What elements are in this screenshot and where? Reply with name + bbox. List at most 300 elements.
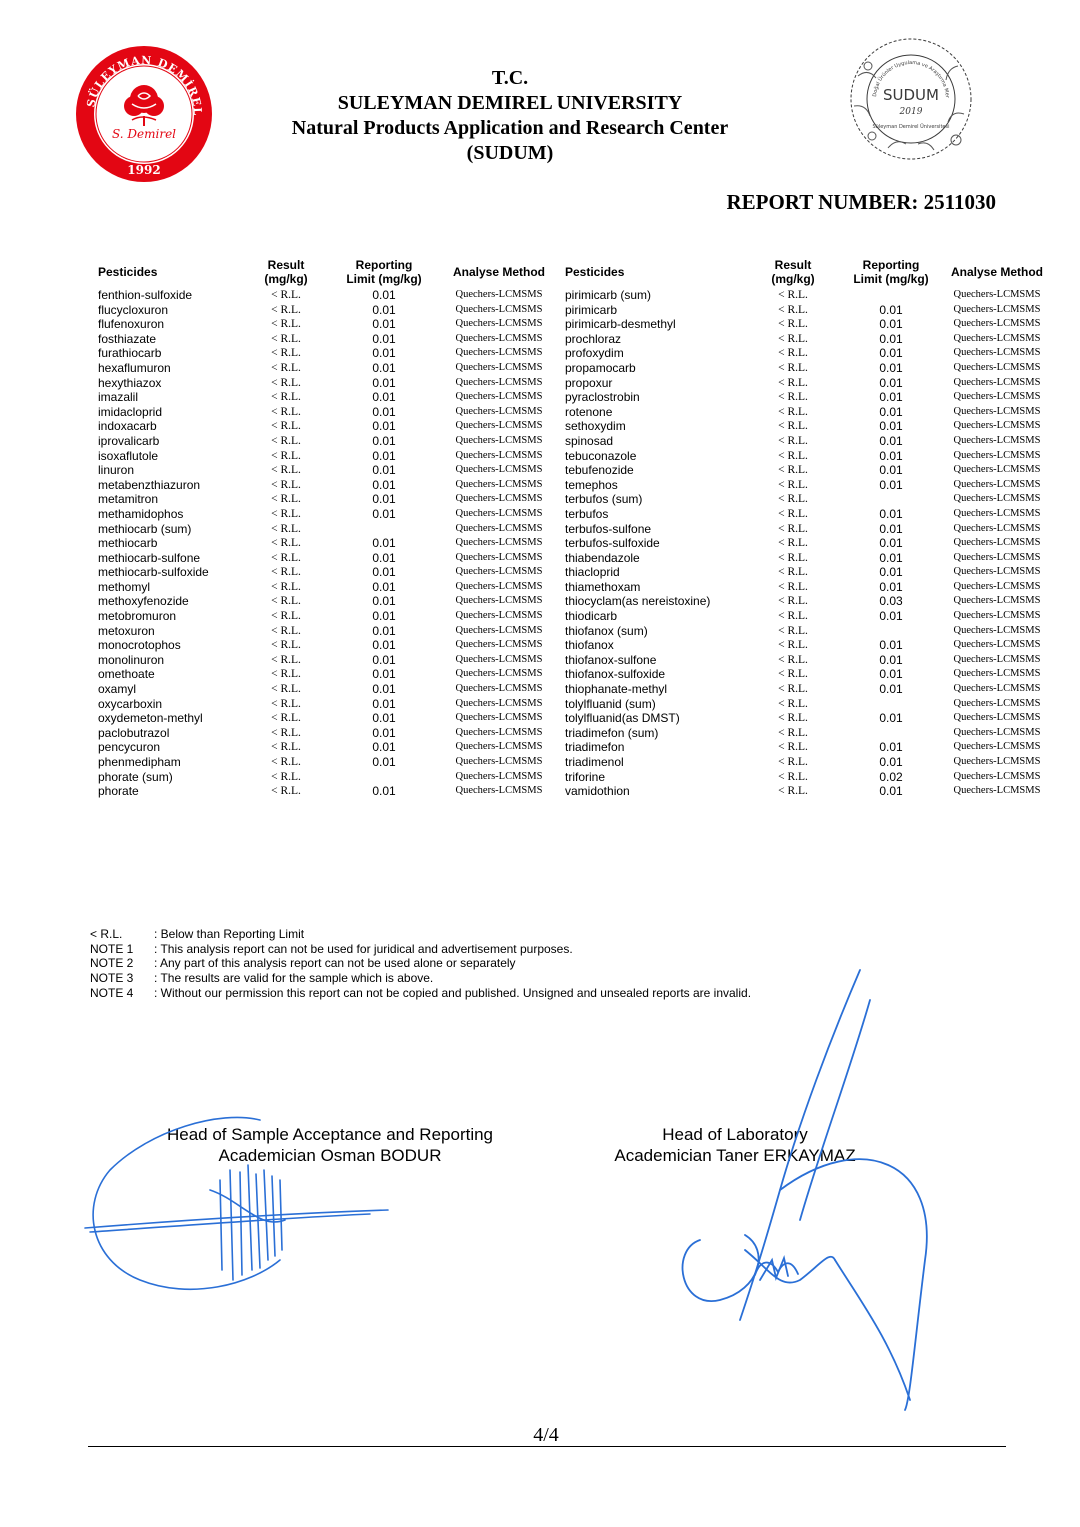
pesticide-name: monocrotophos [98,638,181,653]
table-row [98,624,566,639]
reporting-limit: 0.01 [879,667,903,682]
reporting-limit: 0.01 [879,463,903,478]
table-row [565,667,1063,682]
analyse-method: Quechers-LCMSMS [455,697,543,709]
reporting-limit: 0.01 [372,463,396,478]
signature-right-drawing [660,960,950,1430]
result-value: < R.L. [778,668,808,681]
signature-block-right [600,1124,870,1166]
analyse-method: Quechers-LCMSMS [455,522,543,534]
table-row [565,682,1063,697]
pesticide-name: fosthiazate [98,331,157,346]
result-value: < R.L. [778,610,808,623]
table-row [98,594,566,609]
table-row [565,405,1063,420]
pesticide-name: pirimicarb-desmethyl [565,317,676,332]
result-value: < R.L. [778,537,808,550]
reporting-limit [851,288,931,303]
result-value: < R.L. [778,478,808,491]
reporting-limit: 0.01 [879,302,903,317]
result-value: < R.L. [778,420,808,433]
note-key: < R.L. [90,927,123,941]
result-value: < R.L. [778,522,808,535]
result-value: < R.L. [778,624,808,637]
result-value: < R.L. [271,303,301,316]
result-value: < R.L. [271,391,301,404]
header-method: Analyse Method [950,265,1043,279]
analyse-method: Quechers-LCMSMS [455,756,543,767]
table-row [565,609,1063,624]
table-row [98,726,566,741]
header-limit-line2: Limit (mg/kg) [853,272,929,286]
table-row [98,755,566,770]
pesticide-name: furathiocarb [98,346,162,361]
reporting-limit [336,770,432,785]
result-value: < R.L. [778,376,808,389]
note-3 [90,971,751,986]
table-row [98,711,566,726]
result-value: < R.L. [271,756,301,768]
reporting-limit: 0.02 [879,769,903,784]
analyse-method: Quechers-LCMSMS [455,639,543,651]
note-4 [90,986,751,1001]
pesticide-table-left [98,256,566,799]
reporting-limit: 0.01 [879,477,903,492]
table-row [98,449,566,464]
result-value: < R.L. [778,683,808,696]
pesticide-name: propoxur [565,375,613,390]
reporting-limit: 0.01 [372,784,396,799]
pesticide-name: flufenoxuron [98,317,165,332]
pesticide-name: flucycloxuron [98,302,169,317]
table-row [565,361,1063,376]
result-value: < R.L. [271,624,301,637]
analyse-method: Quechers-LCMSMS [455,376,543,388]
table-header-row [98,256,566,288]
reporting-limit: 0.01 [372,375,396,390]
reporting-limit: 0.01 [372,288,396,302]
analyse-method: Quechers-LCMSMS [953,726,1041,738]
pesticide-name: thiacloprid [565,565,620,580]
table-row [98,390,566,405]
pesticide-name: fenthion-sulfoxide [98,288,193,302]
pesticide-name: thiamethoxam [565,579,641,594]
table-row [565,332,1063,347]
result-value: < R.L. [271,493,301,506]
analyse-method: Quechers-LCMSMS [953,770,1041,782]
note-2 [90,956,751,971]
header-result [236,256,336,288]
table-row [98,580,566,595]
reporting-limit: 0.01 [879,550,903,565]
header-line-tc: T.C. [491,67,529,89]
table-row [565,507,1063,522]
analyse-method: Quechers-LCMSMS [953,464,1041,476]
analyse-method: Quechers-LCMSMS [953,580,1041,592]
reporting-limit: 0.01 [372,477,396,492]
table-row [565,522,1063,537]
pesticide-name: temephos [565,477,618,492]
reporting-limit: 0.01 [372,609,396,624]
analyse-method: Quechers-LCMSMS [953,507,1041,519]
result-value: < R.L. [271,318,301,331]
note-text: : This analysis report can not be used for juridical and advertisement purposes. [154,941,573,956]
analyse-method: Quechers-LCMSMS [455,726,543,738]
table-row [98,288,566,303]
analyse-method: Quechers-LCMSMS [455,405,543,417]
note-key: NOTE 1 [90,941,134,956]
university-seal-logo [74,44,214,184]
table-row [565,536,1063,551]
reporting-limit: 0.01 [372,696,396,711]
table-row [565,624,1063,639]
pesticide-name: linuron [98,463,135,478]
result-value: < R.L. [778,405,808,418]
pesticide-name: tebuconazole [565,448,637,463]
result-value: < R.L. [271,712,301,725]
header-limit-line1: Reporting [355,258,413,272]
pesticide-name: methiocarb [98,536,158,551]
table-row [565,419,1063,434]
analyse-method: Quechers-LCMSMS [455,464,543,476]
analyse-method: Quechers-LCMSMS [953,610,1041,622]
pesticide-name: phorate [98,784,139,799]
result-value: < R.L. [271,580,301,593]
reporting-limit: 0.01 [879,448,903,463]
analyse-method: Quechers-LCMSMS [455,683,543,695]
pesticide-name: rotenone [565,404,613,419]
table-row [98,609,566,624]
pesticide-name: pirimicarb (sum) [565,288,652,302]
result-value: < R.L. [271,434,301,447]
result-value: < R.L. [778,566,808,579]
note-text: : Without our permission this report can not be copied and published. Unsigned and unsealed reports are invalid. [154,985,752,1000]
analyse-method: Quechers-LCMSMS [455,770,543,782]
reporting-limit [336,522,432,537]
footer-divider [88,1446,1006,1447]
reporting-limit: 0.01 [372,652,396,667]
result-value: < R.L. [778,726,808,739]
analyse-method: Quechers-LCMSMS [455,391,543,403]
pesticide-name: thiofanox [565,638,614,653]
table-row [98,434,566,449]
reporting-limit: 0.01 [372,682,396,697]
table-row [98,682,566,697]
pesticide-name: oxamyl [98,682,137,697]
reporting-limit: 0.01 [879,506,903,521]
result-value: < R.L. [778,785,808,798]
table-row [98,740,566,755]
reporting-limit: 0.01 [372,565,396,580]
table-body-right [565,288,1063,799]
pesticide-name: monolinuron [98,652,165,667]
reporting-limit: 0.01 [879,360,903,375]
reporting-limit: 0.01 [372,740,396,755]
pesticide-name: spinosad [565,433,614,448]
analyse-method: Quechers-LCMSMS [455,551,543,563]
reporting-limit: 0.01 [879,711,903,726]
analyse-method: Quechers-LCMSMS [455,332,543,344]
pesticide-name: terbufos (sum) [565,492,643,507]
svg-text:S. Demirel: S. Demirel [111,127,177,141]
result-value: < R.L. [271,376,301,389]
pesticide-name: phenmedipham [98,755,181,769]
table-row [98,317,566,332]
pesticide-name: iprovalicarb [98,433,160,448]
svg-text:2019: 2019 [899,107,923,117]
analyse-method: Quechers-LCMSMS [455,610,543,622]
page-number: 4/4 [533,1424,559,1446]
result-value: < R.L. [778,712,808,725]
analyse-method: Quechers-LCMSMS [455,653,543,665]
table-row [98,536,566,551]
reporting-limit: 0.01 [372,550,396,565]
result-value: < R.L. [778,770,808,783]
pesticide-name: triadimenol [565,755,624,769]
header-limit-line1: Reporting [862,258,920,272]
reporting-limit: 0.01 [372,579,396,594]
analyse-method: Quechers-LCMSMS [455,478,543,490]
result-value: < R.L. [778,464,808,477]
result-value: < R.L. [778,653,808,666]
result-value: < R.L. [271,726,301,739]
table-row [565,376,1063,391]
pesticide-name: methiocarb-sulfoxide [98,565,209,580]
reporting-limit: 0.01 [879,317,903,332]
analyse-method: Quechers-LCMSMS [455,537,543,549]
pesticide-name: thiofanox-sulfone [565,652,657,667]
reporting-limit: 0.01 [879,579,903,594]
analyse-method: Quechers-LCMSMS [953,420,1041,432]
table-row [98,667,566,682]
pesticide-name: pirimicarb [565,302,618,317]
reporting-limit: 0.01 [372,506,396,521]
result-value: < R.L. [778,741,808,754]
analyse-method: Quechers-LCMSMS [455,420,543,432]
note-rl [90,927,751,942]
pesticide-name: vamidothion [565,784,630,799]
result-value: < R.L. [271,653,301,666]
table-row [565,726,1063,741]
result-value: < R.L. [778,318,808,331]
svg-text:Süleyman Demirel Üniversitesi: Süleyman Demirel Üniversitesi [872,124,950,130]
table-row [565,492,1063,507]
header-line-university: SULEYMAN DEMIREL UNIVERSITY [337,92,683,114]
analyse-method: Quechers-LCMSMS [455,434,543,446]
pesticide-name: thiofanox (sum) [565,623,648,638]
signature-title: Head of Sample Acceptance and Reporting [166,1125,494,1144]
reporting-limit: 0.01 [879,740,903,755]
pesticide-name: metobromuron [98,609,177,624]
reporting-limit: 0.01 [372,725,396,740]
pesticide-name: prochloraz [565,331,622,346]
result-value: < R.L. [271,595,301,608]
analyse-method: Quechers-LCMSMS [455,493,543,505]
result-value: < R.L. [271,449,301,462]
analyse-method: Quechers-LCMSMS [953,434,1041,446]
result-value: < R.L. [778,289,808,301]
analyse-method: Quechers-LCMSMS [953,537,1041,549]
analyse-method: Quechers-LCMSMS [953,683,1041,695]
table-row [98,361,566,376]
pesticide-name: methiocarb (sum) [98,521,192,536]
note-key: NOTE 2 [90,956,134,971]
table-row [565,449,1063,464]
result-value: < R.L. [271,507,301,520]
reporting-limit: 0.01 [372,404,396,419]
analyse-method: Quechers-LCMSMS [953,318,1041,330]
pesticide-name: oxycarboxin [98,696,163,711]
reporting-limit [851,624,931,639]
note-1 [90,942,751,957]
reporting-limit: 0.01 [879,565,903,580]
result-value: < R.L. [778,507,808,520]
result-value: < R.L. [778,697,808,710]
reporting-limit: 0.01 [372,360,396,375]
note-text: : The results are valid for the sample which is above. [154,971,434,986]
pesticide-name: imidacloprid [98,404,163,419]
pesticide-name: thiabendazole [565,550,640,565]
result-value: < R.L. [778,347,808,360]
analyse-method: Quechers-LCMSMS [953,332,1041,344]
pesticide-name: thiocyclam(as nereistoxine) [565,594,711,609]
table-row [98,405,566,420]
reporting-limit: 0.01 [879,755,903,769]
analyse-method: Quechers-LCMSMS [953,624,1041,636]
result-value: < R.L. [271,464,301,477]
pesticide-name: methamidophos [98,506,184,521]
analyse-method: Quechers-LCMSMS [953,376,1041,388]
table-row [98,522,566,537]
result-value: < R.L. [271,697,301,710]
analyse-method: Quechers-LCMSMS [953,361,1041,373]
table-row [98,303,566,318]
reporting-limit: 0.01 [879,331,903,346]
analyse-method: Quechers-LCMSMS [953,551,1041,563]
table-row [565,653,1063,668]
reporting-limit: 0.01 [372,667,396,682]
result-value: < R.L. [778,449,808,462]
table-row [565,755,1063,770]
analyse-method: Quechers-LCMSMS [953,595,1041,607]
notes-section [90,927,751,1001]
reporting-limit: 0.01 [372,638,396,653]
analyse-method: Quechers-LCMSMS [455,507,543,519]
analyse-method: Quechers-LCMSMS [953,653,1041,665]
result-value: < R.L. [778,595,808,608]
reporting-limit: 0.01 [372,433,396,448]
reporting-limit: 0.01 [879,375,903,390]
report-number: REPORT NUMBER: 2511030 [726,190,996,214]
pesticide-name: phorate (sum) [98,769,173,784]
analyse-method: Quechers-LCMSMS [953,566,1041,578]
header-result-line2: (mg/kg) [771,272,815,286]
reporting-limit: 0.01 [879,433,903,448]
reporting-limit: 0.01 [372,755,396,769]
table-body-left [98,288,566,799]
svg-text:SUDUM: SUDUM [883,86,939,104]
signature-name: Academician Osman BODUR [218,1146,442,1165]
analyse-method: Quechers-LCMSMS [953,668,1041,680]
analyse-method: Quechers-LCMSMS [953,449,1041,461]
pesticide-name: thiodicarb [565,609,618,624]
header-result [735,256,851,288]
signature-name: Academician Taner ERKAYMAZ [614,1146,856,1165]
reporting-limit: 0.01 [879,784,903,799]
reporting-limit [851,492,931,507]
reporting-limit: 0.01 [879,404,903,419]
pesticide-name: hexythiazox [98,375,162,390]
result-value: < R.L. [271,420,301,433]
analyse-method: Quechers-LCMSMS [455,785,543,797]
pesticide-name: triforine [565,769,606,784]
result-value: < R.L. [778,551,808,564]
pesticide-name: tolylfluanid (sum) [565,696,656,711]
analyse-method: Quechers-LCMSMS [953,522,1041,534]
reporting-limit: 0.01 [879,536,903,551]
reporting-limit [851,726,931,741]
table-row [565,638,1063,653]
reporting-limit: 0.01 [372,302,396,317]
result-value: < R.L. [271,566,301,579]
analyse-method: Quechers-LCMSMS [953,493,1041,505]
result-value: < R.L. [778,756,808,768]
result-value: < R.L. [271,332,301,345]
pesticide-name: metoxuron [98,623,155,638]
analyse-method: Quechers-LCMSMS [953,289,1041,300]
reporting-limit: 0.01 [372,492,396,507]
table-row [565,594,1063,609]
table-row [565,390,1063,405]
analyse-method: Quechers-LCMSMS [455,595,543,607]
pesticide-name: thiophanate-methyl [565,682,668,697]
table-row [565,303,1063,318]
result-value: < R.L. [271,361,301,374]
reporting-limit: 0.01 [372,448,396,463]
reporting-limit: 0.01 [372,317,396,332]
reporting-limit: 0.01 [372,594,396,609]
pesticide-table-right [565,256,1063,799]
result-value: < R.L. [271,347,301,360]
reporting-limit: 0.01 [879,652,903,667]
svg-text:SÜLEYMAN DEMİREL ÜNİVERSİTESİ: SÜLEYMAN DEMİREL [84,53,205,117]
analyse-method: Quechers-LCMSMS [455,668,543,680]
table-row [98,784,566,799]
signature-block-left [150,1124,510,1166]
table-row [98,376,566,391]
reporting-limit: 0.01 [879,346,903,361]
table-row [98,638,566,653]
table-row [98,697,566,712]
analyse-method: Quechers-LCMSMS [953,405,1041,417]
sudum-seal-logo [848,36,974,162]
pesticide-name: propamocarb [565,360,636,375]
pesticide-name: pencycuron [98,740,161,755]
pesticide-name: imazalil [98,390,139,405]
result-value: < R.L. [271,639,301,652]
analyse-method: Quechers-LCMSMS [455,361,543,373]
reporting-limit: 0.01 [879,419,903,434]
pesticide-name: metamitron [98,492,159,507]
table-row [565,434,1063,449]
result-value: < R.L. [778,303,808,316]
analyse-method: Quechers-LCMSMS [455,624,543,636]
reporting-limit: 0.01 [879,682,903,697]
result-value: < R.L. [271,522,301,535]
pesticide-name: methiocarb-sulfone [98,550,201,565]
analyse-method: Quechers-LCMSMS [455,566,543,578]
table-row [565,551,1063,566]
